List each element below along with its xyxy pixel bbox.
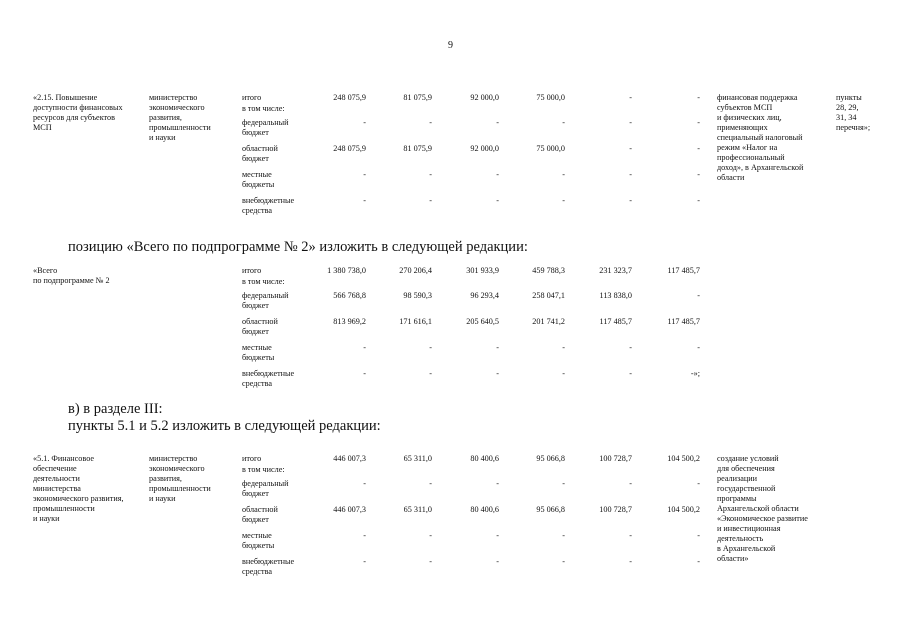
executor-line: и науки xyxy=(149,133,176,142)
funding-value: - xyxy=(562,557,565,566)
page-number: 9 xyxy=(448,40,453,51)
indicator-points-line: пункты xyxy=(836,93,862,102)
funding-value: - xyxy=(496,369,499,378)
item-name-line: министерства xyxy=(33,484,81,493)
funding-value: - xyxy=(562,118,565,127)
funding-value: - xyxy=(363,118,366,127)
funding-source-label: бюджеты xyxy=(242,180,275,189)
funding-value: 117 485,7 xyxy=(667,266,700,275)
funding-value: 1 380 738,0 xyxy=(327,266,366,275)
executor-line: развития, xyxy=(149,113,182,122)
funding-value: 446 007,3 xyxy=(333,505,366,514)
funding-value: - xyxy=(429,170,432,179)
expected-result-line: для обеспечения xyxy=(717,464,775,473)
funding-source-label: бюджеты xyxy=(242,541,275,550)
indicator-points-line: перечня»; xyxy=(836,123,871,132)
indicator-points-line: 28, 29, xyxy=(836,103,859,112)
item-name-line: и науки xyxy=(33,514,60,523)
funding-value: 100 728,7 xyxy=(599,505,632,514)
funding-source-label: бюджет xyxy=(242,128,269,137)
funding-value: 75 000,0 xyxy=(536,144,565,153)
expected-result-line: создание условий xyxy=(717,454,779,463)
expected-result-line: доход», в Архангельской xyxy=(717,163,804,172)
funding-value: - xyxy=(496,479,499,488)
funding-value: - xyxy=(629,479,632,488)
funding-value: - xyxy=(496,170,499,179)
funding-value: 92 000,0 xyxy=(470,93,499,102)
funding-value: 201 741,2 xyxy=(532,317,565,326)
funding-value: - xyxy=(697,479,700,488)
funding-value: - xyxy=(363,557,366,566)
expected-result-line: в Архангельской xyxy=(717,544,776,553)
expected-result-line: деятельность xyxy=(717,534,764,543)
funding-value: - xyxy=(629,557,632,566)
funding-source-label: средства xyxy=(242,567,273,576)
funding-value: 80 400,6 xyxy=(470,505,499,514)
expected-result-line: «Экономическое развитие xyxy=(717,514,808,523)
funding-value: - xyxy=(429,196,432,205)
funding-value: - xyxy=(629,531,632,540)
funding-value: - xyxy=(629,369,632,378)
funding-source-label: местные xyxy=(242,531,272,540)
funding-value: 65 311,0 xyxy=(403,505,432,514)
funding-source-label: местные xyxy=(242,343,272,352)
funding-value: - xyxy=(562,531,565,540)
funding-source-label: федеральный xyxy=(242,479,289,488)
funding-value: 104 500,2 xyxy=(667,454,700,463)
funding-value: - xyxy=(697,291,700,300)
expected-result-line: и физических лиц, xyxy=(717,113,782,122)
funding-value: - xyxy=(496,118,499,127)
funding-source-label: бюджет xyxy=(242,154,269,163)
funding-value: - xyxy=(697,557,700,566)
funding-value: - xyxy=(629,343,632,352)
funding-value: 65 311,0 xyxy=(403,454,432,463)
funding-value: - xyxy=(429,343,432,352)
item-name-line: доступности финансовых xyxy=(33,103,123,112)
expected-result-line: реализации xyxy=(717,474,758,483)
funding-value: 98 590,3 xyxy=(403,291,432,300)
funding-value: - xyxy=(363,369,366,378)
instruction-paragraph-1: позицию «Всего по подпрограмме № 2» изложить в следующей редакции: xyxy=(68,239,528,255)
funding-source-label: бюджет xyxy=(242,301,269,310)
item-name-line: «5.1. Финансовое xyxy=(33,454,95,463)
item-name-line: «2.15. Повышение xyxy=(33,93,98,102)
funding-value: 117 485,7 xyxy=(599,317,632,326)
funding-value: 100 728,7 xyxy=(599,454,632,463)
executor-line: и науки xyxy=(149,494,176,503)
item-name-line: МСП xyxy=(33,123,52,132)
funding-value: - xyxy=(697,118,700,127)
funding-source-label: внебюджетные xyxy=(242,196,295,205)
executor-line: промышленности xyxy=(149,123,211,132)
funding-source-label: итого xyxy=(242,454,262,463)
item-name-line: деятельности xyxy=(33,474,80,483)
item-name-line: ресурсов для субъектов xyxy=(33,113,115,122)
funding-source-label: областной xyxy=(242,144,278,153)
funding-value: 459 788,3 xyxy=(532,266,565,275)
instruction-paragraph-2: в) в разделе III: xyxy=(68,401,163,417)
funding-value: 270 206,4 xyxy=(399,266,432,275)
executor-line: промышленности xyxy=(149,484,211,493)
funding-value: 75 000,0 xyxy=(536,93,565,102)
funding-value: - xyxy=(562,170,565,179)
expected-result-line: области» xyxy=(717,554,749,563)
expected-result-line: государственной xyxy=(717,484,776,493)
item-name-line: обеспечение xyxy=(33,464,77,473)
funding-value: 92 000,0 xyxy=(470,144,499,153)
funding-value: 248 075,9 xyxy=(333,93,366,102)
funding-value: - xyxy=(697,196,700,205)
funding-value: - xyxy=(363,170,366,179)
funding-value: - xyxy=(429,369,432,378)
funding-value: 95 066,8 xyxy=(536,454,565,463)
funding-source-label: федеральный xyxy=(242,291,289,300)
instruction-paragraph-3: пункты 5.1 и 5.2 изложить в следующей редакции: xyxy=(68,418,381,434)
item-name-line: «Всего xyxy=(33,266,58,275)
funding-value: - xyxy=(562,196,565,205)
funding-value: - xyxy=(496,557,499,566)
funding-value: - xyxy=(629,196,632,205)
funding-value: - xyxy=(697,93,700,102)
funding-value: - xyxy=(496,531,499,540)
funding-value: 81 075,9 xyxy=(403,144,432,153)
funding-value: 258 047,1 xyxy=(532,291,565,300)
expected-result-line: программы xyxy=(717,494,757,503)
funding-source-label: в том числе: xyxy=(242,277,285,286)
expected-result-line: субъектов МСП xyxy=(717,103,773,112)
expected-result-line: применяющих xyxy=(717,123,768,132)
funding-value: 95 066,8 xyxy=(536,505,565,514)
funding-value: 813 969,2 xyxy=(333,317,366,326)
funding-value: - xyxy=(697,343,700,352)
expected-result-line: профессиональный xyxy=(717,153,785,162)
funding-source-label: внебюджетные xyxy=(242,557,295,566)
expected-result-line: финансовая поддержка xyxy=(717,93,798,102)
funding-source-label: итого xyxy=(242,93,262,102)
funding-source-label: федеральный xyxy=(242,118,289,127)
expected-result-line: и инвестиционная xyxy=(717,524,781,533)
funding-source-label: областной xyxy=(242,317,278,326)
funding-value: 81 075,9 xyxy=(403,93,432,102)
funding-source-label: внебюджетные xyxy=(242,369,295,378)
funding-value: - xyxy=(629,170,632,179)
funding-value: 248 075,9 xyxy=(333,144,366,153)
executor-line: министерство xyxy=(149,93,198,102)
funding-source-label: в том числе: xyxy=(242,465,285,474)
funding-value: - xyxy=(697,170,700,179)
funding-value: 171 616,1 xyxy=(399,317,432,326)
funding-source-label: итого xyxy=(242,266,262,275)
funding-value: 446 007,3 xyxy=(333,454,366,463)
funding-source-label: средства xyxy=(242,379,273,388)
executor-line: министерство xyxy=(149,454,198,463)
funding-source-label: областной xyxy=(242,505,278,514)
executor-line: экономического xyxy=(149,464,205,473)
funding-value: - xyxy=(429,531,432,540)
funding-value: - xyxy=(496,343,499,352)
funding-value: - xyxy=(496,196,499,205)
funding-value: 231 323,7 xyxy=(599,266,632,275)
funding-value: - xyxy=(697,531,700,540)
funding-source-label: местные xyxy=(242,170,272,179)
item-name-line: по подпрограмме № 2 xyxy=(33,276,110,285)
funding-value: -»; xyxy=(690,369,700,378)
funding-value: - xyxy=(363,479,366,488)
indicator-points-line: 31, 34 xyxy=(836,113,857,122)
executor-line: экономического xyxy=(149,103,205,112)
funding-value: - xyxy=(562,369,565,378)
funding-value: - xyxy=(429,118,432,127)
expected-result-line: области xyxy=(717,173,745,182)
funding-value: - xyxy=(562,343,565,352)
funding-value: - xyxy=(629,144,632,153)
funding-source-label: средства xyxy=(242,206,273,215)
funding-source-label: в том числе: xyxy=(242,104,285,113)
funding-value: 301 933,9 xyxy=(466,266,499,275)
expected-result-line: Архангельской области xyxy=(717,504,799,513)
funding-value: 104 500,2 xyxy=(667,505,700,514)
funding-value: - xyxy=(363,196,366,205)
funding-value: - xyxy=(562,479,565,488)
expected-result-line: специальный налоговый xyxy=(717,133,803,142)
expected-result-line: режим «Налог на xyxy=(717,143,778,152)
funding-value: 113 838,0 xyxy=(599,291,632,300)
funding-source-label: бюджет xyxy=(242,515,269,524)
funding-source-label: бюджет xyxy=(242,489,269,498)
funding-value: - xyxy=(629,93,632,102)
funding-value: - xyxy=(429,557,432,566)
funding-value: - xyxy=(697,144,700,153)
item-name-line: экономического развития, xyxy=(33,494,124,503)
funding-value: 566 768,8 xyxy=(333,291,366,300)
funding-value: 117 485,7 xyxy=(667,317,700,326)
executor-line: развития, xyxy=(149,474,182,483)
funding-value: 96 293,4 xyxy=(470,291,499,300)
funding-value: 80 400,6 xyxy=(470,454,499,463)
funding-source-label: бюджеты xyxy=(242,353,275,362)
funding-value: - xyxy=(363,343,366,352)
funding-value: 205 640,5 xyxy=(466,317,499,326)
item-name-line: промышленности xyxy=(33,504,95,513)
funding-value: - xyxy=(429,479,432,488)
funding-value: - xyxy=(363,531,366,540)
funding-value: - xyxy=(629,118,632,127)
funding-source-label: бюджет xyxy=(242,327,269,336)
